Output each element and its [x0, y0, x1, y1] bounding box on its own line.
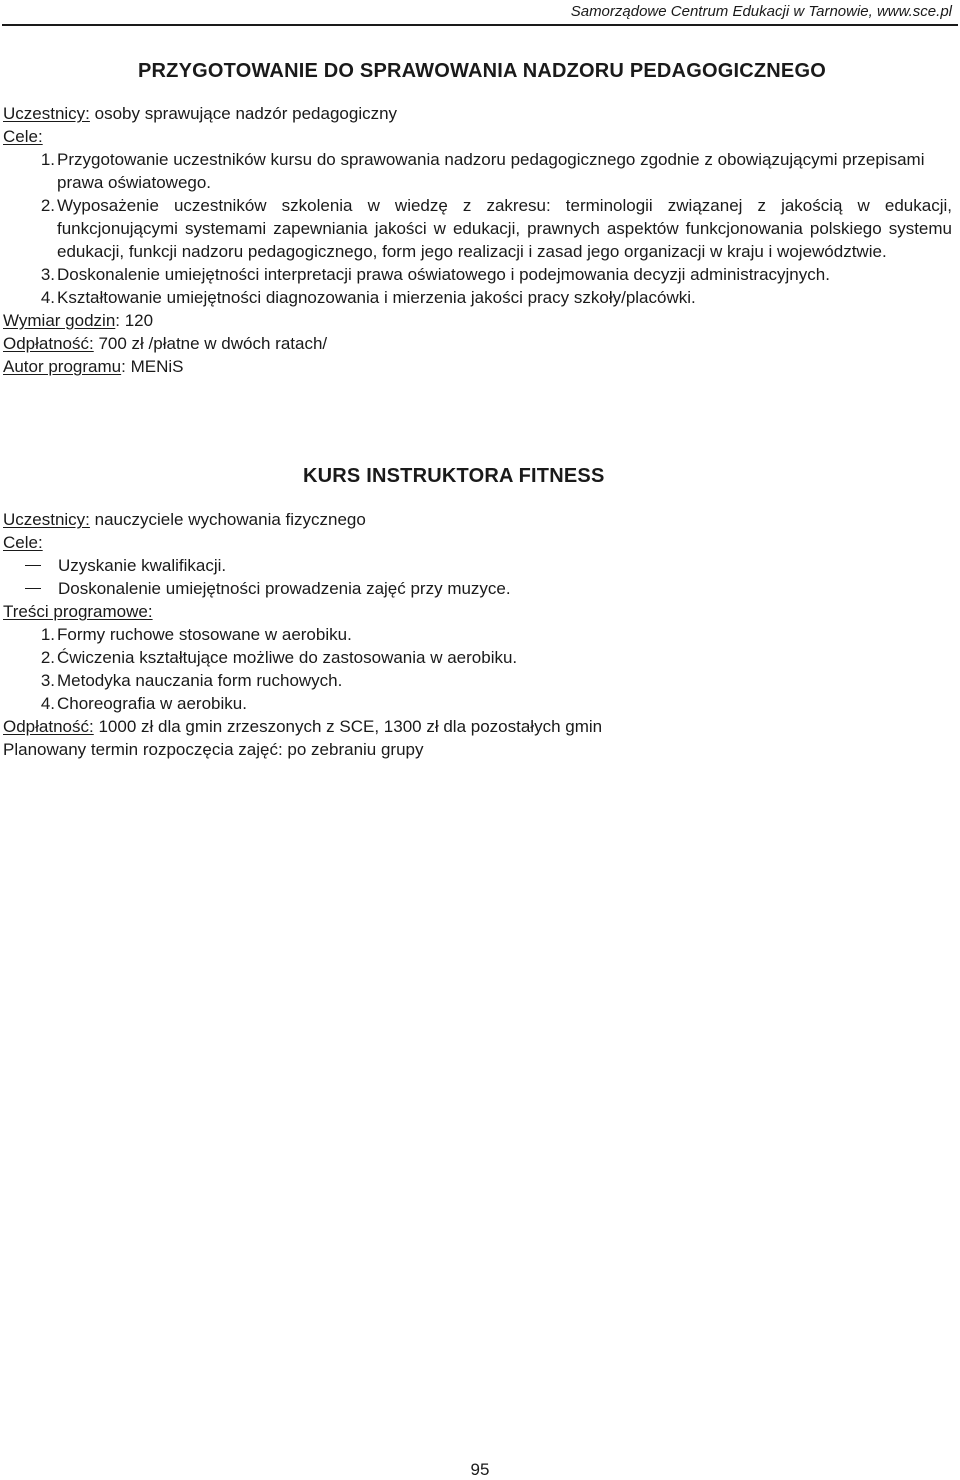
- participants-value: nauczyciele wychowania fizycznego: [89, 510, 366, 529]
- header-rule: [2, 24, 958, 26]
- goals-label: Cele:: [3, 533, 43, 552]
- list-item-text: Choreografia w aerobiku.: [57, 694, 247, 713]
- fee-value: 700 zł /płatne w dwóch ratach/: [93, 334, 328, 353]
- list-item-text: Uzyskanie kwalifikacji.: [58, 556, 227, 575]
- list-item-text: Formy ruchowe stosowane w aerobiku.: [57, 625, 352, 644]
- list-item-number: 4.: [40, 288, 55, 307]
- course2-title: KURS INSTRUKTORA FITNESS: [303, 465, 605, 487]
- list-item: [3, 194, 958, 263]
- page-number: 95: [470, 1460, 490, 1479]
- course1-goals-heading: [3, 125, 958, 148]
- course2-fee: [3, 715, 958, 738]
- list-item-text: Przygotowanie uczestników kursu do sprawowania nadzoru pedagogicznego zgodnie z obowiązującymi przepisami prawa oświatowego.: [57, 150, 925, 192]
- hours-label: Wymiar godzin: [3, 311, 116, 330]
- list-item-number: 4.: [40, 694, 55, 713]
- course1-title: PRZYGOTOWANIE DO SPRAWOWANIA NADZORU PEDAGOGICZNEGO: [137, 60, 826, 82]
- course2-program-heading: [3, 600, 958, 623]
- dash-bullet: [3, 554, 58, 577]
- participants-value: osoby sprawujące nadzór pedagogiczny: [89, 104, 398, 123]
- list-item: [3, 263, 958, 286]
- list-item-number: 1.: [40, 150, 55, 169]
- list-item-number: 3.: [40, 265, 55, 284]
- list-item-number: 2.: [40, 648, 55, 667]
- list-item: [3, 646, 958, 669]
- start-text: Planowany termin rozpoczęcia zajęć: po zebraniu grupy: [3, 740, 424, 759]
- list-item-text: Doskonalenie umiejętności prowadzenia zajęć przy muzyce.: [58, 579, 511, 598]
- list-item: [3, 623, 958, 646]
- course1-author: [3, 355, 958, 378]
- hours-value: : 120: [115, 311, 154, 330]
- participants-label: Uczestnicy:: [3, 510, 90, 529]
- course2-start: [3, 738, 958, 761]
- fee-value: 1000 zł dla gmin zrzeszonych z SCE, 1300 zł dla pozostałych gmin: [93, 717, 603, 736]
- list-item-number: 1.: [40, 625, 55, 644]
- fee-label: Odpłatność:: [3, 334, 94, 353]
- course1-fee: [3, 332, 958, 355]
- author-value: : MENiS: [121, 357, 184, 376]
- list-item-text: Doskonalenie umiejętności interpretacji prawa oświatowego i podejmowania decyzji administracyjnych.: [57, 265, 830, 284]
- list-item-text: Metodyka nauczania form ruchowych.: [57, 671, 343, 690]
- list-item-text: Kształtowanie umiejętności diagnozowania i mierzenia jakości pracy szkoły/placówki.: [57, 288, 696, 307]
- list-item: [3, 554, 958, 577]
- author-label: Autor programu: [3, 357, 122, 376]
- list-item: [3, 669, 958, 692]
- course2-section: [3, 508, 958, 761]
- goals-label: Cele:: [3, 127, 43, 146]
- course2-goals-heading: [3, 531, 958, 554]
- list-item-text: Ćwiczenia kształtujące możliwe do zastosowania w aerobiku.: [57, 648, 518, 667]
- participants-label: Uczestnicy:: [3, 104, 90, 123]
- list-item-number: 2.: [40, 196, 55, 215]
- dash-bullet: [3, 577, 58, 600]
- list-item: [3, 148, 958, 194]
- course1-hours: [3, 309, 958, 332]
- list-item: [3, 286, 958, 309]
- list-item: [3, 692, 958, 715]
- course2-participants: [3, 508, 958, 531]
- list-item: [3, 577, 958, 600]
- course1-section: [3, 102, 958, 378]
- program-label: Treści programowe:: [3, 602, 153, 621]
- list-item-number: 3.: [40, 671, 55, 690]
- course1-participants: [3, 102, 958, 125]
- fee-label: Odpłatność:: [3, 717, 94, 736]
- running-header: Samorządowe Centrum Edukacji w Tarnowie, www.sce.pl: [570, 3, 952, 20]
- list-item-text: Wyposażenie uczestników szkolenia w wiedzę z zakresu: terminologii związanej z jakością w edukacji, funkcjonującymi systemami zapewniania jakości w edukacji, prawnych aspektów funkcjonowania polskiego systemu edukacji, funkcji nadzoru pedagogicznego, form jego realizacji i zasad jego organizacji w kraju i województwie.: [57, 196, 952, 261]
